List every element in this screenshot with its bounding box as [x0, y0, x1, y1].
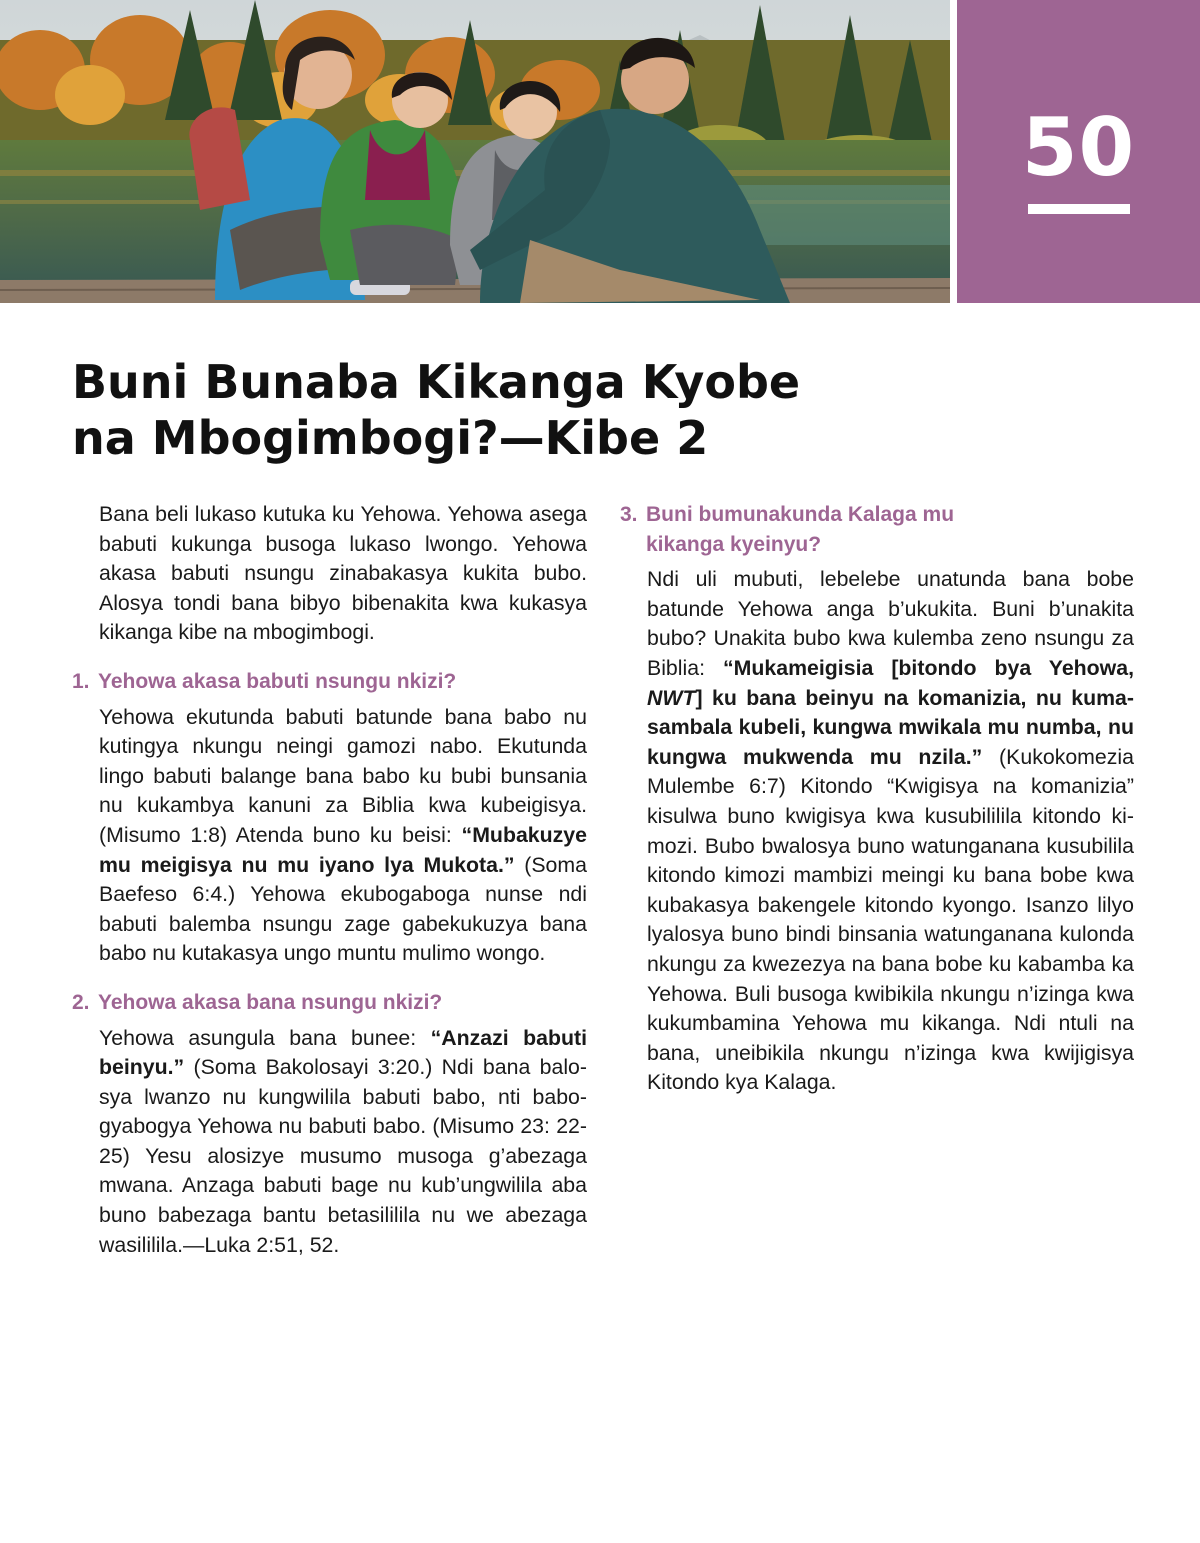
page-title-line-2: na Mbogimbogi?—Kibe 2 [72, 411, 709, 465]
intro-paragraph: Bana beli lukaso kutuka ku Yehowa. Yehowa asega babuti kukunga busoga lukaso lwongo. Yehowa akasa babuti nsungu zinabakasya kukita bubo. Alosya tondi bana bibyo bibenakita kwa kukasya kikanga kibe na mbogimbogi. [99, 502, 587, 645]
section-3-question-line-2: kikanga kyeinyu? [646, 532, 822, 556]
section-1-question-text: Yehowa akasa babuti nsungu nkizi? [98, 669, 457, 693]
section-1-number: 1. [72, 669, 90, 693]
left-column [72, 500, 587, 1260]
section-1-question [72, 667, 587, 697]
section-2-question-text: Yehowa akasa bana nsungu nkizi? [98, 990, 443, 1014]
lesson-number-badge [957, 0, 1200, 303]
section-3-question-line-1: Buni bumunakunda Kalaga mu [646, 503, 955, 526]
section-1-text-a: Yehowa ekutunda babuti batunde bana babo nu kutingya nkungu neingi gamozi nabo. Ekutunda lingo babuti balange bana babo ku bubi bunsania nu kukambya kanuni za Biblia kwa kubeigisya. (Misumo 1:8) Atenda buno ku beisi: [99, 704, 587, 847]
section-2-text-a: Yehowa asungula bana bunee: [99, 1025, 431, 1050]
section-3-text-a: Ndi uli mubuti, lebelebe unatunda bana bobe batunde Yehowa anga b’ukukita. Buni b’unakita bubo? Unakita bubo kwa kulemba zeno nsungu za Biblia: [647, 567, 1134, 680]
family-lake-scene [0, 0, 950, 303]
hero-illustration [0, 0, 950, 303]
section-3-question [620, 500, 1134, 559]
page-title [72, 354, 892, 466]
section-1-quote-bold: “Mubakuzye mu meigisya nu mu iyano lya Mukota.” [99, 822, 587, 877]
section-3-quote-bold-a: “Mukameigisia [bitondo bya Yehowa, [723, 655, 1135, 680]
section-3-quote-abbrev-text: NWT [647, 685, 696, 710]
section-3-quote-abbrev [647, 686, 696, 710]
lesson-number-underline [1028, 204, 1130, 214]
section-2-question [72, 988, 587, 1018]
section-3-paragraph [620, 565, 1134, 1098]
section-3-number: 3. [620, 503, 638, 526]
lesson-number: 50 [1021, 101, 1136, 194]
section-2-number: 2. [72, 990, 90, 1014]
section-3-quote-bold-b: ] ku bana beinyu na komanizia, nu kumasambala kubeli, kungwa mwikala mu numba, nu kungwa mukwenda mu nzila.” [647, 685, 1134, 769]
section-2-quote-bold: “Anzazi babuti beinyu.” [99, 1025, 587, 1080]
right-column [620, 500, 1134, 1098]
page-title-line-1: Buni Bunaba Kikanga Kyobe [72, 355, 801, 409]
section-3-text-b: (Kukokomezia Mulembe 6:7) Kitondo “Kwigisya na komanizia” kisulwa buno kwigisya kwa kusubililila kitondo kimozi. Bubo bwalosya buno watunganana kusubilila kitondo kimozi mambizi meingi ku bana bobe kwa kubakasya bakengele kitondo kyongo. Isanzo lilyo lyalosya buno bindi binsania watunganana kulonda nkungu za kwezezya na bana bobe ku kabamba ka Yehowa. Buli busoga kwibikila nkungu n’izinga kwa kukumbamina Yehowa mu kikanga. Ndi ntuli na bana, uneibikila nkungu n’izinga kwa kwijigisya Kitondo kya Kalaga. [647, 744, 1134, 1095]
section-1-paragraph [72, 703, 587, 969]
section-2-text-b: (Soma Bakolosayi 3:20.) Ndi bana balosya lwanzo nu kungwilila babuti babo, nti babogyabogya Yehowa nu babuti babo. (Misumo 23: 22-25) Yesu alosizye musumo musoga g’abezaga mwana. Anzaga babuti bage nu kub’ungwilila aba buno babezaga bantu betasililila nu we abezaga wasililila.—Luka 2:51, 52. [99, 1055, 587, 1257]
section-1-text-b: (Soma Baefeso 6:4.) Yehowa ekubogaboga nunse ndi babuti balemba nsungu zage gabekukuzya bana babo nu kutakasya ungo muntu mulimo wongo. [99, 852, 587, 966]
section-2-paragraph [72, 1024, 587, 1261]
